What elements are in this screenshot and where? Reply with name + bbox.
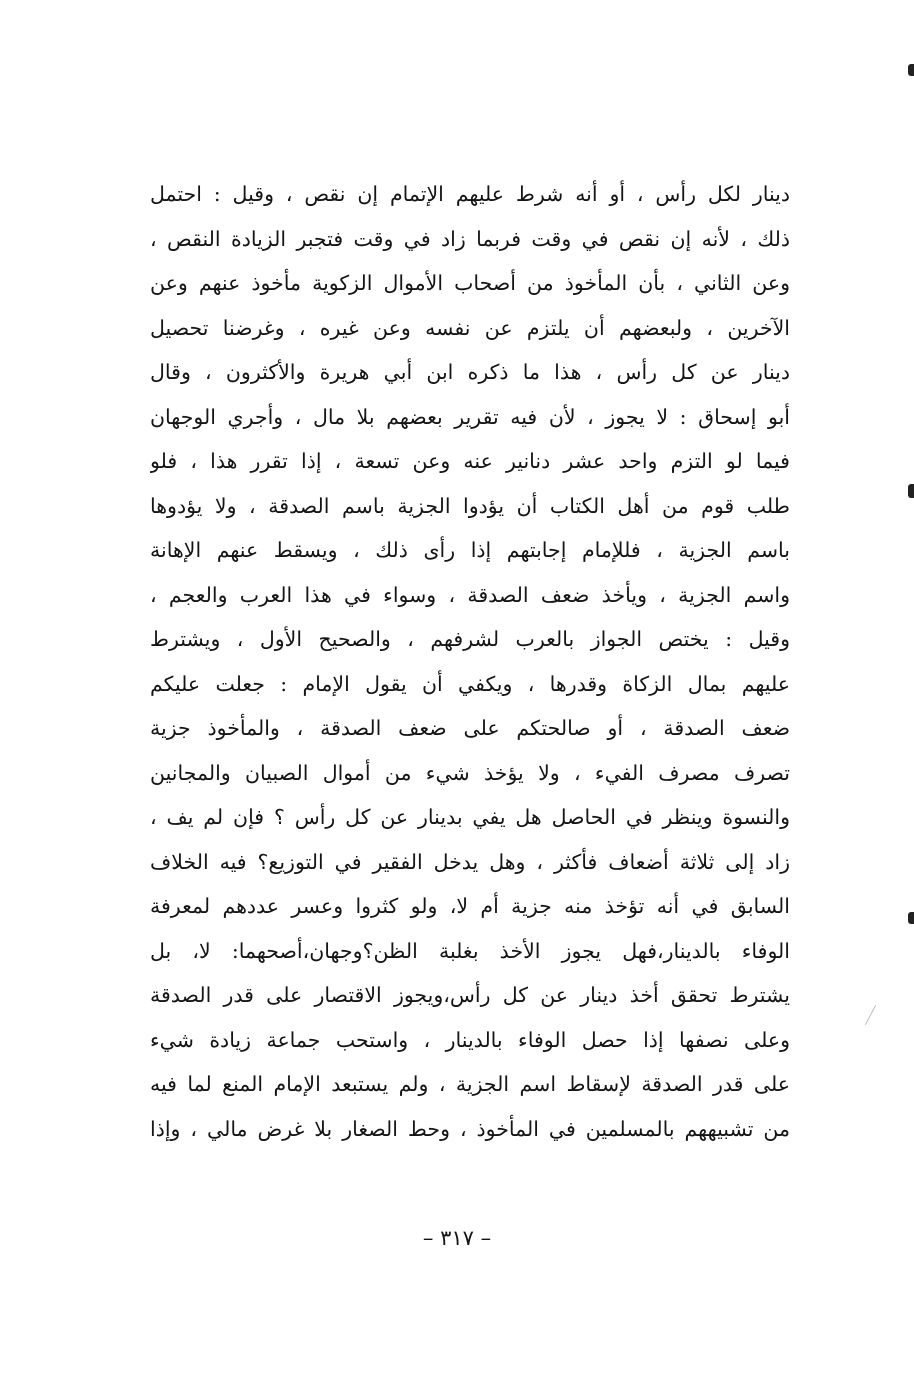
scan-edge-mark [908, 484, 914, 498]
text-line: تصرف مصرف الفيء ، ولا يؤخذ شيء من أموال الصبيان والمجانين [150, 760, 790, 785]
scan-edge-mark [908, 912, 914, 924]
text-line: دينار لكل رأس ، أو أنه شرط عليهم الإتمام إن نقص ، وقيل : احتمل [150, 182, 790, 206]
scan-edge-mark [908, 64, 914, 76]
text-line: ذلك ، لأنه إن نقص في وقت فربما زاد في وقت فتجبر الزيادة النقص ، [150, 226, 790, 251]
text-line: من تشبيههم بالمسلمين في المأخوذ ، وحط الصغار بلا غرض مالي ، وإذا [150, 1116, 790, 1141]
text-line: زاد إلى ثلاثة أضعاف فأكثر ، وهل يدخل الفقير في التوزيع؟ فيه الخلاف [150, 849, 790, 874]
page-number: – ٣١٧ – [422, 1226, 492, 1250]
scan-stray-line [865, 1005, 876, 1025]
text-line: وعن الثاني ، بأن المأخوذ من أصحاب الأموال الزكوية مأخوذ عنهم وعن [150, 271, 790, 295]
text-line: يشترط تحقق أخذ دينار عن كل رأس،ويجوز الاقتصار على قدر الصدقة [150, 983, 790, 1007]
text-line: ضعف الصدقة ، أو صالحتكم على ضعف الصدقة ، والمأخوذ جزية [150, 716, 790, 740]
text-line: الآخرين ، ولبعضهم أن يلتزم عن نفسه وعن غيره ، وغرضنا تحصيل [150, 315, 790, 340]
text-line: وعلى نصفها إذا حصل الوفاء بالدينار ، واستحب جماعة زيادة شيء [150, 1027, 790, 1052]
text-line: السابق في أنه تؤخذ منه جزية أم لا، ولو كثروا وعسر عددهم لمعرفة [150, 894, 790, 918]
text-line: باسم الجزية ، فللإمام إجابتهم إذا رأى ذلك ، ويسقط عنهم الإهانة [150, 538, 790, 562]
text-line: أبو إسحاق : لا يجوز ، لأن فيه تقرير بعضهم بلا مال ، وأجري الوجهان [150, 404, 790, 429]
text-line: دينار عن كل رأس ، هذا ما ذكره ابن أبي هريرة والأكثرون ، وقال [150, 360, 790, 384]
text-line: على قدر الصدقة لإسقاط اسم الجزية ، ولم يستبعد الإمام المنع لما فيه [150, 1072, 790, 1096]
text-line: واسم الجزية ، ويأخذ ضعف الصدقة ، وسواء في هذا العرب والعجم ، [150, 582, 790, 607]
text-line: والنسوة وينظر في الحاصل هل يفي بدينار عن كل رأس ؟ فإن لم يف ، [150, 805, 790, 829]
text-line: فيما لو التزم واحد عشر دنانير عنه وعن تسعة ، إذا تقرر هذا ، فلو [150, 449, 790, 473]
text-line: طلب قوم من أهل الكتاب أن يؤدوا الجزية باسم الصدقة ، ولا يؤدوها [150, 493, 790, 518]
text-line: وقيل : يختص الجواز بالعرب لشرفهم ، والصحيح الأول ، ويشترط [150, 627, 790, 651]
text-line: عليهم بمال الزكاة وقدرها ، ويكفي أن يقول الإمام : جعلت عليكم [150, 671, 790, 696]
text-line: الوفاء بالدينار،فهل يجوز الأخذ بغلبة الظن؟وجهان،أصحهما: لا، بل [150, 938, 790, 963]
body-text [150, 172, 790, 1151]
